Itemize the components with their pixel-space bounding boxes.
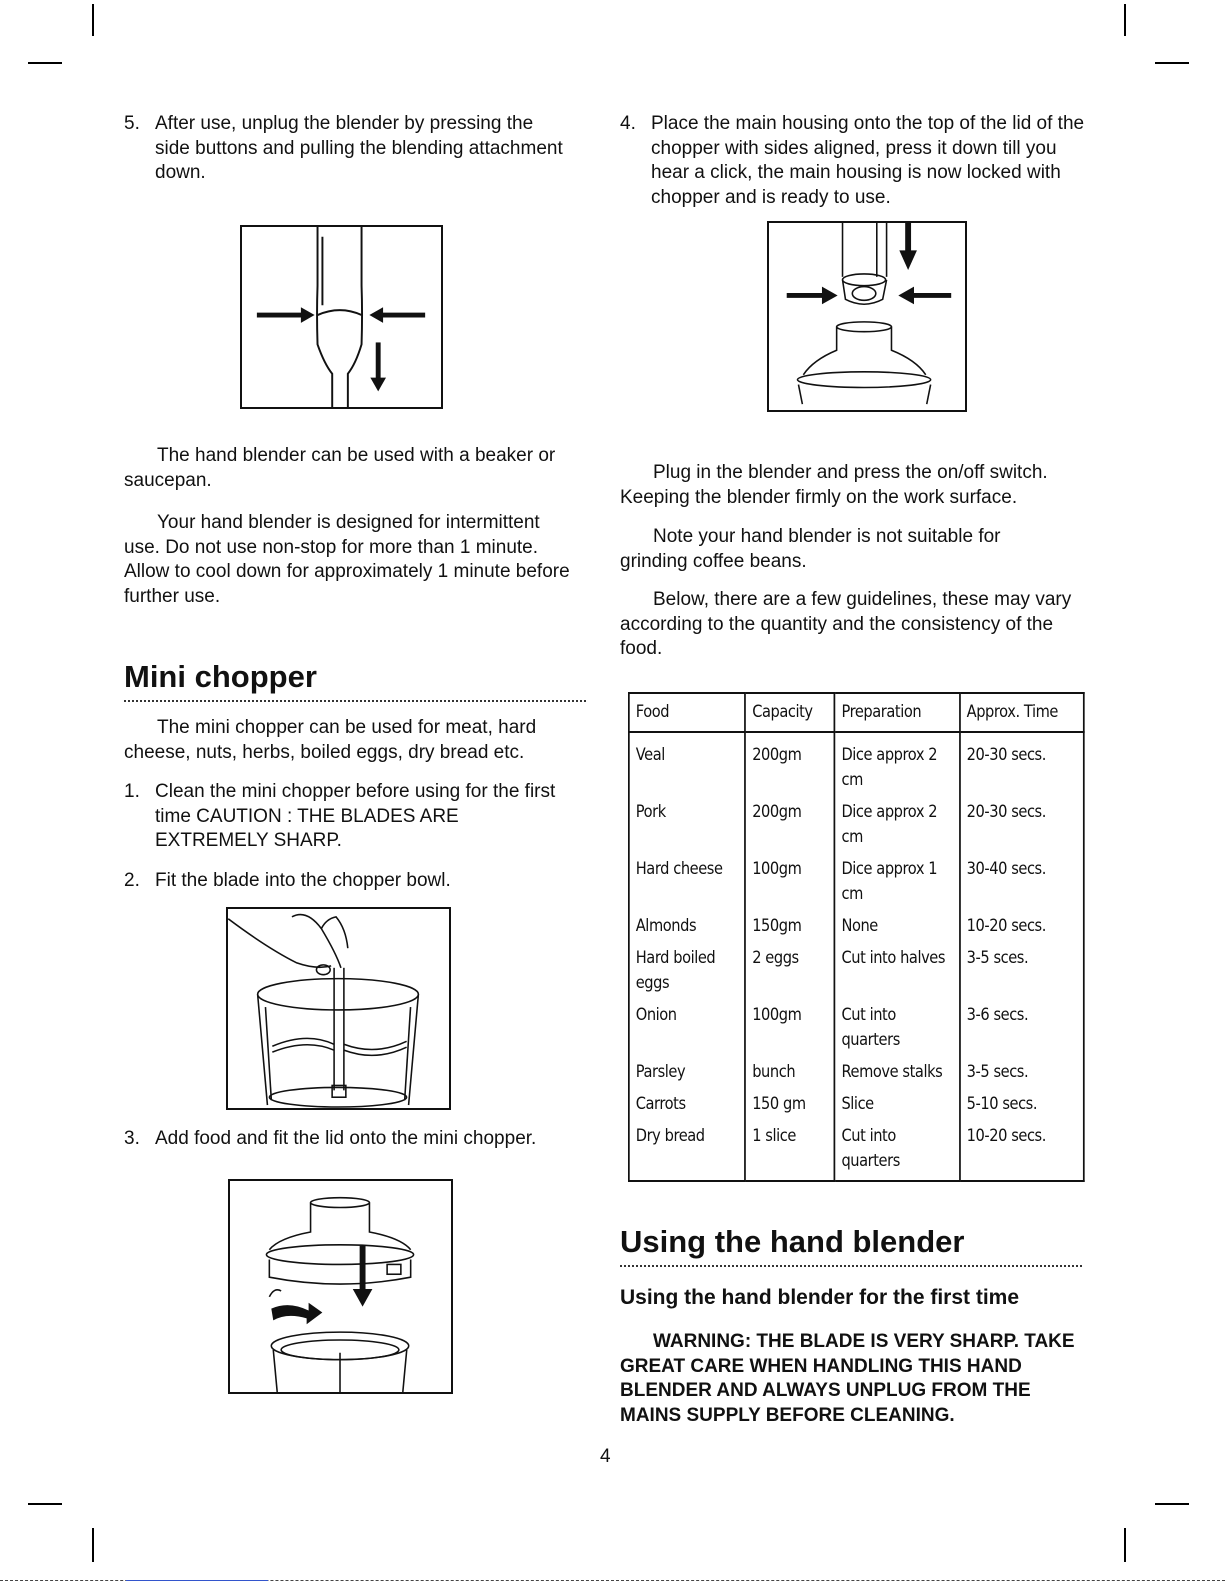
table-cell: 3-5 secs. — [960, 1057, 1084, 1089]
crop-mark — [92, 4, 94, 36]
step-3 — [124, 1127, 584, 1152]
table-cell: Dice approx 1 cm — [835, 854, 960, 911]
paragraph-beaker: The hand blender can be used with a beaker or saucepan. — [124, 445, 556, 491]
step-text: Place the main housing onto the top of the lid of the chopper with sides aligned, press it down till you hear a click, the main housing is now locked with chopper and is ready to use. — [651, 113, 1085, 208]
table-cell: Onion — [629, 1000, 745, 1057]
crop-mark — [1124, 4, 1126, 36]
table-header-row — [629, 693, 1084, 732]
table-cell: 200gm — [745, 732, 834, 797]
paragraph-plug-in: Plug in the blender and press the on/off switch. Keeping the blender firmly on the work surface. — [620, 462, 1048, 508]
table-cell: 3-5 sces. — [960, 943, 1084, 1000]
blade-bowl-illustration — [226, 907, 451, 1110]
step-number: 1. — [124, 781, 140, 802]
crop-mark — [1124, 1528, 1126, 1562]
table-cell: 1 slice — [745, 1121, 834, 1181]
table-cell: 20-30 secs. — [960, 797, 1084, 854]
table-cell: Remove stalks — [835, 1057, 960, 1089]
table-cell: 150gm — [745, 911, 834, 943]
table-cell: Slice — [835, 1089, 960, 1121]
table-cell: Parsley — [629, 1057, 745, 1089]
lid-fitting-illustration — [228, 1179, 453, 1394]
crop-mark — [1155, 62, 1189, 64]
table-cell: Carrots — [629, 1089, 745, 1121]
table-cell: Pork — [629, 797, 745, 854]
crop-mark — [28, 62, 62, 64]
table-row — [629, 1089, 1084, 1121]
table-cell: Cut into quarters — [835, 1121, 960, 1181]
table-cell: Hard cheese — [629, 854, 745, 911]
table-row — [629, 943, 1084, 1000]
table-cell: 100gm — [745, 854, 834, 911]
column-header: Preparation — [835, 693, 960, 732]
crop-mark — [1155, 1503, 1189, 1505]
bottom-blue-line — [126, 1580, 268, 1581]
step-number: 3. — [124, 1128, 140, 1149]
table-cell: 20-30 secs. — [960, 732, 1084, 797]
table-cell: Dry bread — [629, 1121, 745, 1181]
column-header: Approx. Time — [960, 693, 1084, 732]
table-cell: Dice approx 2 cm — [835, 732, 960, 797]
table-row — [629, 1057, 1084, 1089]
column-header: Capacity — [745, 693, 834, 732]
table-cell: 10-20 secs. — [960, 1121, 1084, 1181]
step-number: 5. — [124, 113, 140, 134]
step-4 — [620, 112, 1090, 210]
step-text: Fit the blade into the chopper bowl. — [155, 870, 451, 891]
paragraph-coffee-beans: Note your hand blender is not suitable for grinding coffee beans. — [620, 526, 1001, 572]
column-header: Food — [629, 693, 745, 732]
crop-mark — [28, 1503, 62, 1505]
subheading-first-time: Using the hand blender for the first time — [620, 1286, 1020, 1309]
table-row — [629, 854, 1084, 911]
table-cell: 10-20 secs. — [960, 911, 1084, 943]
heading-using-hand-blender: Using the hand blender — [620, 1224, 965, 1259]
unplug-illustration — [240, 225, 443, 409]
step-text: After use, unplug the blender by pressing the side buttons and pulling the blending attachment down. — [155, 113, 563, 183]
paragraph-guidelines: Below, there are a few guidelines, these may vary according to the quantity and the consistency of the food. — [620, 589, 1072, 659]
paragraph-intermittent-use: Your hand blender is designed for intermittent use. Do not use non-stop for more than 1 minute. Allow to cool down for approximately 1 minute before further use. — [124, 512, 570, 607]
table-cell: Hard boiled eggs — [629, 943, 745, 1000]
step-text: Clean the mini chopper before using for the first time CAUTION : THE BLADES ARE EXTREMELY SHARP. — [155, 781, 556, 851]
table-cell: 2 eggs — [745, 943, 834, 1000]
heading-mini-chopper: Mini chopper — [124, 659, 317, 694]
table-cell: 100gm — [745, 1000, 834, 1057]
housing-lock-illustration — [767, 221, 967, 412]
step-text: Add food and fit the lid onto the mini chopper. — [155, 1128, 537, 1149]
table-row — [629, 732, 1084, 797]
table-cell: 200gm — [745, 797, 834, 854]
table-cell: Cut into quarters — [835, 1000, 960, 1057]
heading-dotted-rule — [620, 1265, 1082, 1267]
table-cell: 3-6 secs. — [960, 1000, 1084, 1057]
table-cell: 30-40 secs. — [960, 854, 1084, 911]
warning-text: WARNING: THE BLADE IS VERY SHARP. TAKE GREAT CARE WHEN HANDLING THIS HAND BLENDER AND ALWAYS UNPLUG FROM THE MAINS SUPPLY BEFORE CLEANING. — [620, 1331, 1075, 1426]
paragraph-mini-chopper-intro: The mini chopper can be used for meat, hard cheese, nuts, herbs, boiled eggs, dry bread etc. — [124, 717, 537, 763]
table-cell: Veal — [629, 732, 745, 797]
page-number: 4 — [600, 1446, 611, 1467]
table-row — [629, 1000, 1084, 1057]
table-cell: bunch — [745, 1057, 834, 1089]
step-1 — [124, 780, 564, 854]
heading-dotted-rule — [124, 700, 586, 702]
step-number: 2. — [124, 870, 140, 891]
step-2 — [124, 869, 564, 894]
table-cell: 5-10 secs. — [960, 1089, 1084, 1121]
table-row — [629, 911, 1084, 943]
step-5 — [124, 112, 564, 186]
crop-mark — [92, 1528, 94, 1562]
table-cell: 150 gm — [745, 1089, 834, 1121]
table-cell: Dice approx 2 cm — [835, 797, 960, 854]
table-cell: Almonds — [629, 911, 745, 943]
table-row — [629, 1121, 1084, 1181]
table-row — [629, 797, 1084, 854]
table-cell: Cut into halves — [835, 943, 960, 1000]
step-number: 4. — [620, 113, 636, 134]
guidelines-table — [628, 692, 1085, 1182]
table-cell: None — [835, 911, 960, 943]
